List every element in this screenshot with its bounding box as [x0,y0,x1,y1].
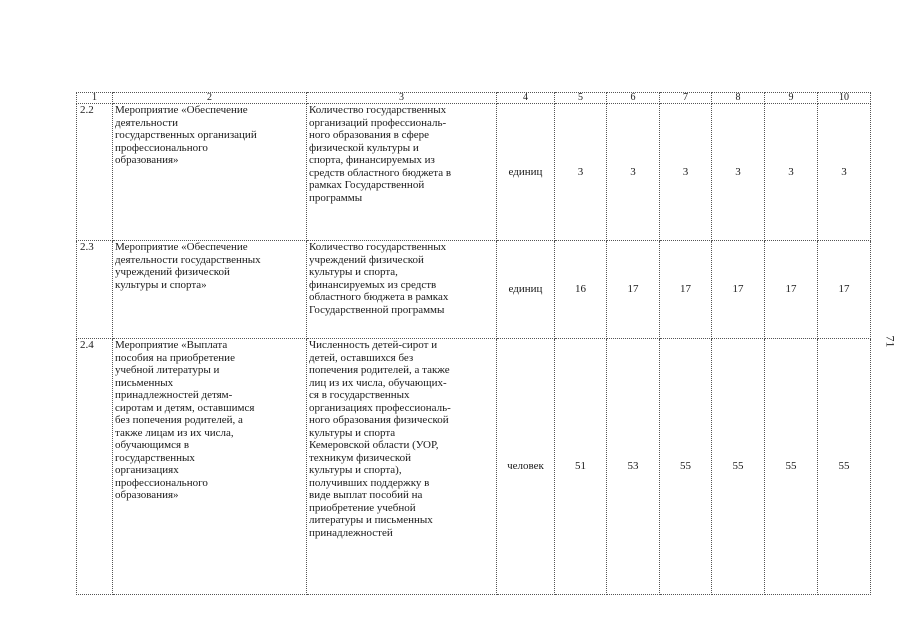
page-number: 71 [883,335,898,348]
value-cell: 55 [660,339,712,595]
measure-cell: Мероприятие «Обеспечение деятельности государственных учреждений физической культуры и спорта» [113,241,307,339]
value-cell: 55 [818,339,871,595]
column-header-7: 7 [660,93,712,104]
value-cell: 17 [765,241,818,339]
unit-cell: человек [497,339,555,595]
table-header [77,93,871,104]
column-header-2: 2 [113,93,307,104]
value-cell: 17 [660,241,712,339]
measure-cell: Мероприятие «Обеспечение деятельности государственных организаций профессионального образования» [113,104,307,241]
unit-cell: единиц [497,104,555,241]
value-cell: 3 [607,104,660,241]
value-cell: 3 [712,104,765,241]
table-row [77,339,871,595]
measure-cell: Мероприятие «Выплата пособия на приобретение учебной литературы и письменных принадлежностей детям- сиротам и детям, оставшимся без попечения родителей, а также лицам из их числа, обучающимся в государственных организациях профессионального образования» [113,339,307,595]
column-header-3: 3 [307,93,497,104]
indicator-cell: Численность детей-сирот и детей, оставшихся без попечения родителей, а также лиц из их числа, обучающих- ся в государственных организациях профессиональ- ного образования физической культуры и спорта Кемеровской области (УОР, техникум физической культуры и спорта), получивших поддержку в виде выплат пособий на приобретение учебной литературы и письменных принадлежностей [307,339,497,595]
data-table [76,92,871,595]
value-cell: 3 [660,104,712,241]
row-number: 2.3 [77,241,113,339]
value-cell: 16 [555,241,607,339]
column-header-10: 10 [818,93,871,104]
header-row [77,93,871,104]
column-header-1: 1 [77,93,113,104]
value-cell: 55 [765,339,818,595]
value-cell: 55 [712,339,765,595]
column-header-6: 6 [607,93,660,104]
row-number: 2.2 [77,104,113,241]
value-cell: 3 [765,104,818,241]
indicator-cell: Количество государственных организаций профессиональ- ного образования в сфере физической культуры и спорта, финансируемых из средств областного бюджета в рамках Государственной программы [307,104,497,241]
indicator-cell: Количество государственных учреждений физической культуры и спорта, финансируемых из средств областного бюджета в рамках Государственной программы [307,241,497,339]
table-body [77,104,871,595]
column-header-9: 9 [765,93,818,104]
value-cell: 53 [607,339,660,595]
table-row [77,241,871,339]
value-cell: 3 [555,104,607,241]
table-row [77,104,871,241]
value-cell: 17 [818,241,871,339]
row-number: 2.4 [77,339,113,595]
value-cell: 3 [818,104,871,241]
value-cell: 17 [607,241,660,339]
column-header-8: 8 [712,93,765,104]
value-cell: 17 [712,241,765,339]
unit-cell: единиц [497,241,555,339]
column-header-4: 4 [497,93,555,104]
column-header-5: 5 [555,93,607,104]
value-cell: 51 [555,339,607,595]
